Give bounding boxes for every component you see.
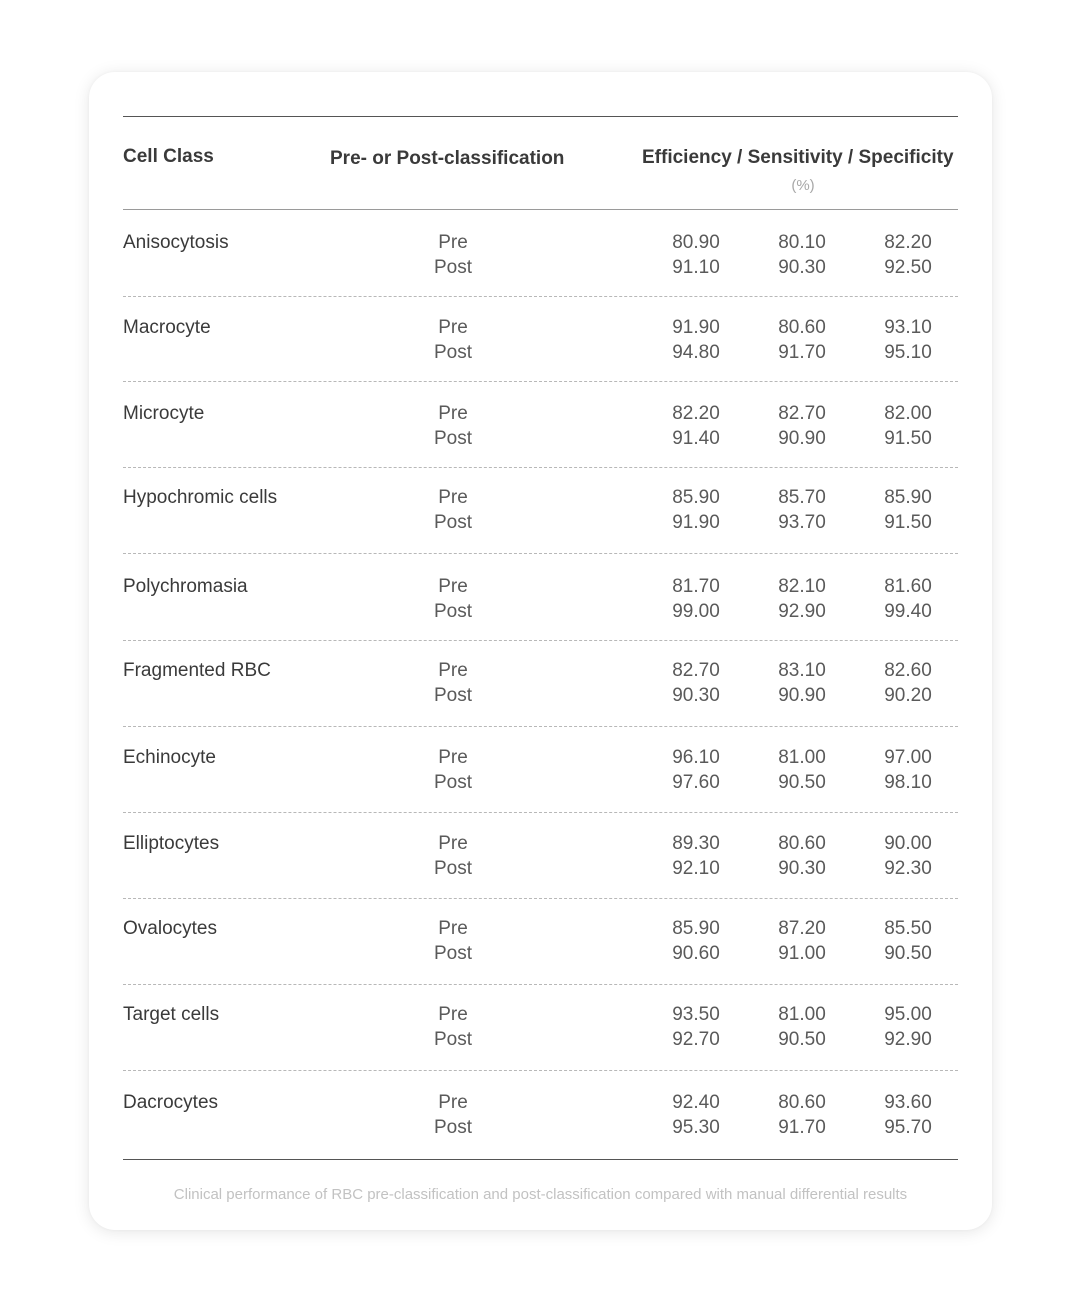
row-separator [123, 812, 958, 813]
post-sensitivity-value: 91.70 [778, 342, 826, 363]
cell-class-name: Fragmented RBC [123, 660, 271, 681]
post-efficiency-value: 97.60 [672, 772, 720, 793]
pre-specificity-value: 93.10 [884, 317, 932, 338]
row-separator [123, 553, 958, 554]
cell-class-name: Hypochromic cells [123, 487, 278, 508]
pre-efficiency-value: 96.10 [672, 747, 720, 768]
post-efficiency-value: 91.90 [672, 512, 720, 533]
pre-specificity-value: 93.60 [884, 1092, 932, 1113]
pre-label: Pre [438, 833, 468, 854]
header-pre-post: Pre- or Post-classification [330, 148, 565, 169]
table-row [123, 317, 958, 377]
post-sensitivity-value: 90.90 [778, 428, 826, 449]
post-specificity-value: 92.90 [884, 1029, 932, 1050]
post-efficiency-value: 92.10 [672, 858, 720, 879]
post-efficiency-value: 91.40 [672, 428, 720, 449]
cell-class-name: Target cells [123, 1004, 220, 1025]
pre-label: Pre [438, 576, 468, 597]
post-efficiency-value: 91.10 [672, 257, 720, 278]
pre-label: Pre [438, 232, 468, 253]
post-efficiency-value: 94.80 [672, 342, 720, 363]
table-row [123, 1004, 958, 1064]
pre-efficiency-value: 82.70 [672, 660, 720, 681]
post-specificity-value: 92.50 [884, 257, 932, 278]
post-sensitivity-value: 90.30 [778, 858, 826, 879]
post-label: Post [433, 428, 473, 449]
post-specificity-value: 92.30 [884, 858, 932, 879]
post-sensitivity-value: 91.70 [778, 1117, 826, 1138]
cell-class-name: Echinocyte [123, 747, 216, 768]
pre-specificity-value: 90.00 [884, 833, 932, 854]
post-label: Post [433, 601, 473, 622]
table-row [123, 660, 958, 720]
pre-efficiency-value: 85.90 [672, 918, 720, 939]
post-specificity-value: 95.10 [884, 342, 932, 363]
cell-class-name: Polychromasia [123, 576, 248, 597]
table-top-rule [123, 116, 958, 117]
post-label: Post [433, 512, 473, 533]
table-row [123, 487, 958, 547]
pre-label: Pre [438, 918, 468, 939]
pre-specificity-value: 97.00 [884, 747, 932, 768]
pre-efficiency-value: 89.30 [672, 833, 720, 854]
post-specificity-value: 99.40 [884, 601, 932, 622]
post-sensitivity-value: 93.70 [778, 512, 826, 533]
pre-specificity-value: 85.50 [884, 918, 932, 939]
post-efficiency-value: 90.60 [672, 943, 720, 964]
post-efficiency-value: 99.00 [672, 601, 720, 622]
post-label: Post [433, 943, 473, 964]
post-specificity-value: 90.50 [884, 943, 932, 964]
row-separator [123, 984, 958, 985]
pre-specificity-value: 82.20 [884, 232, 932, 253]
pre-label: Pre [438, 1092, 468, 1113]
table-row [123, 833, 958, 893]
post-efficiency-value: 92.70 [672, 1029, 720, 1050]
post-sensitivity-value: 90.30 [778, 257, 826, 278]
pre-efficiency-value: 85.90 [672, 487, 720, 508]
pre-label: Pre [438, 1004, 468, 1025]
cell-class-name: Elliptocytes [123, 833, 220, 854]
post-label: Post [433, 1117, 473, 1138]
header-unit: (%) [791, 177, 815, 194]
pre-sensitivity-value: 81.00 [778, 747, 826, 768]
pre-efficiency-value: 92.40 [672, 1092, 720, 1113]
row-separator [123, 726, 958, 727]
pre-label: Pre [438, 403, 468, 424]
cell-class-name: Dacrocytes [123, 1092, 219, 1113]
pre-efficiency-value: 81.70 [672, 576, 720, 597]
row-separator [123, 296, 958, 297]
post-sensitivity-value: 91.00 [778, 943, 826, 964]
post-sensitivity-value: 90.50 [778, 772, 826, 793]
pre-label: Pre [438, 317, 468, 338]
table-row [123, 232, 958, 292]
row-separator [123, 898, 958, 899]
post-label: Post [433, 342, 473, 363]
pre-sensitivity-value: 82.70 [778, 403, 826, 424]
pre-sensitivity-value: 82.10 [778, 576, 826, 597]
table-row [123, 1092, 958, 1152]
post-specificity-value: 95.70 [884, 1117, 932, 1138]
row-separator [123, 467, 958, 468]
table-row [123, 747, 958, 807]
cell-class-name: Anisocytosis [123, 232, 229, 253]
post-specificity-value: 91.50 [884, 512, 932, 533]
pre-efficiency-value: 80.90 [672, 232, 720, 253]
cell-class-name: Microcyte [123, 403, 205, 424]
cell-class-name: Ovalocytes [123, 918, 217, 939]
post-label: Post [433, 772, 473, 793]
row-separator [123, 381, 958, 382]
pre-specificity-value: 82.00 [884, 403, 932, 424]
table-row [123, 918, 958, 978]
pre-efficiency-value: 91.90 [672, 317, 720, 338]
pre-sensitivity-value: 85.70 [778, 487, 826, 508]
post-efficiency-value: 90.30 [672, 685, 720, 706]
pre-specificity-value: 85.90 [884, 487, 932, 508]
post-specificity-value: 90.20 [884, 685, 932, 706]
table-bottom-rule [123, 1159, 958, 1160]
pre-sensitivity-value: 83.10 [778, 660, 826, 681]
row-separator [123, 640, 958, 641]
pre-efficiency-value: 82.20 [672, 403, 720, 424]
pre-specificity-value: 95.00 [884, 1004, 932, 1025]
table-row [123, 576, 958, 636]
pre-label: Pre [438, 660, 468, 681]
post-label: Post [433, 1029, 473, 1050]
header-metrics: Efficiency / Sensitivity / Specificity [642, 147, 954, 168]
post-efficiency-value: 95.30 [672, 1117, 720, 1138]
post-label: Post [433, 685, 473, 706]
pre-efficiency-value: 93.50 [672, 1004, 720, 1025]
post-specificity-value: 98.10 [884, 772, 932, 793]
pre-sensitivity-value: 80.60 [778, 317, 826, 338]
header-rule [123, 209, 958, 210]
table-caption: Clinical performance of RBC pre-classification and post-classification compared with manual differential results [173, 1186, 908, 1203]
post-sensitivity-value: 92.90 [778, 601, 826, 622]
pre-label: Pre [438, 487, 468, 508]
pre-sensitivity-value: 80.10 [778, 232, 826, 253]
post-label: Post [433, 858, 473, 879]
pre-specificity-value: 82.60 [884, 660, 932, 681]
post-sensitivity-value: 90.50 [778, 1029, 826, 1050]
post-sensitivity-value: 90.90 [778, 685, 826, 706]
cell-class-name: Macrocyte [123, 317, 211, 338]
pre-label: Pre [438, 747, 468, 768]
post-specificity-value: 91.50 [884, 428, 932, 449]
header-cell-class: Cell Class [123, 146, 214, 167]
table-row [123, 403, 958, 463]
pre-sensitivity-value: 80.60 [778, 833, 826, 854]
pre-specificity-value: 81.60 [884, 576, 932, 597]
pre-sensitivity-value: 87.20 [778, 918, 826, 939]
row-separator [123, 1070, 958, 1071]
pre-sensitivity-value: 80.60 [778, 1092, 826, 1113]
post-label: Post [433, 257, 473, 278]
pre-sensitivity-value: 81.00 [778, 1004, 826, 1025]
